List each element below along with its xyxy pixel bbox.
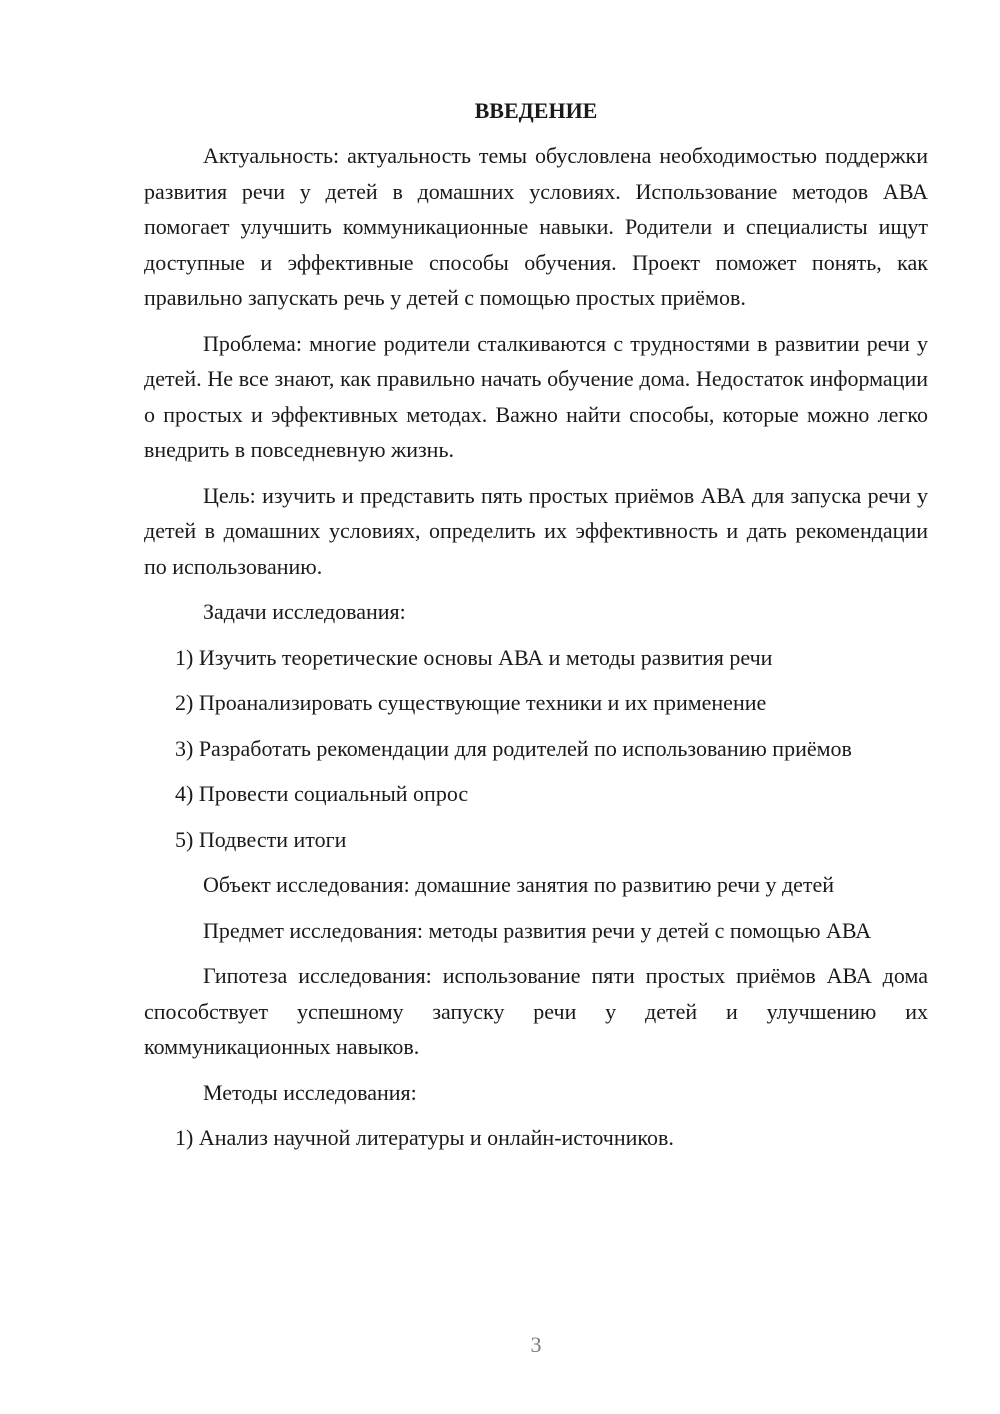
methods-heading: Методы исследования:	[203, 1079, 417, 1105]
task-item: 4) Провести социальный опрос	[175, 781, 469, 806]
method-item: 1) Анализ научной литературы и онлайн-источников.	[175, 1125, 674, 1150]
task-item: 3) Разработать рекомендации для родителей по использованию приёмов	[175, 735, 852, 761]
task-item: 2) Проанализировать существующие техники и их применение	[175, 690, 767, 715]
goal-paragraph: Цель: изучить и представить пять простых приёмов АВА для запуска речи у детей в домашних условиях, определить их эффективность и дать рекомендации по использованию.	[144, 482, 928, 579]
task-item: 5) Подвести итоги	[175, 826, 347, 852]
relevance-paragraph: Актуальность: актуальность темы обусловлена необходимостью поддержки развития речи у детей в домашних условиях. Использование методов АВА помогает улучшить коммуникационные навыки. Родители и специалисты ищут доступные и эффективные способы обучения. Проект поможет понять, как правильно запускать речь у детей с помощью простых приёмов.	[144, 143, 928, 310]
page-number: 3	[530, 1332, 542, 1357]
problem-paragraph: Проблема: многие родители сталкиваются с трудностями в развитии речи у детей. Не все знают, как правильно начать обучение дома. Недостаток информации о простых и эффективных методах. Важно найти способы, которые можно легко внедрить в повседневную жизнь.	[144, 330, 928, 462]
tasks-heading: Задачи исследования:	[203, 599, 406, 624]
document-page	[144, 94, 928, 1166]
object-paragraph: Объект исследования: домашние занятия по развитию речи у детей	[203, 872, 835, 897]
task-item: 1) Изучить теоретические основы АВА и методы развития речи	[175, 644, 773, 670]
hypothesis-paragraph: Гипотеза исследования: использование пяти простых приёмов АВА дома способствует успешному запуску речи у детей и улучшению их коммуникационных навыков.	[144, 963, 928, 1059]
subject-paragraph: Предмет исследования: методы развития речи у детей с помощью АВА	[203, 917, 872, 943]
section-title: ВВЕДЕНИЕ	[474, 98, 598, 123]
